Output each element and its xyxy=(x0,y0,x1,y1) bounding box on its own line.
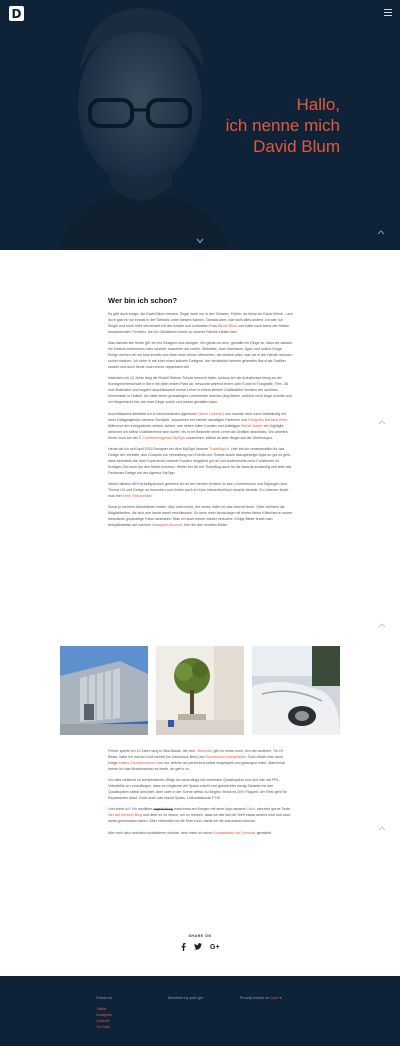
photo-tree-icon[interactable] xyxy=(156,646,244,735)
link-nicole-blum[interactable]: Nicole Blum xyxy=(217,324,238,328)
text: Früher spielte ich 10 Jahre lang in Ska-Bands, die eine, xyxy=(108,749,197,753)
hosted-label: Proudly hosted on xyxy=(240,996,269,1000)
chevron-up-icon[interactable] xyxy=(378,420,386,425)
menu-line xyxy=(384,15,392,16)
text: und liebe es zu reisen, um zu merken, dass wir alle auf der Welt etwas anders sind und doch weiss gemeinsam haben. Aber vermutlich ist die Erde rund, damit wir nie ankommen können. xyxy=(108,813,291,824)
text: Und sonst so? Ich meditiere xyxy=(108,807,153,812)
text: Sonst ju meinem Arbeitsleben bieten: Mini nicht bevor, der weiss, liebe ich das Internet liebe. Oder vielmehr die Möglichkeiten, die sich une heute damit erschliessen. So seim mein heutzutage mit einem kleine Käfechen in seiner historische grossartige Fotos schiessen. Was ich auch immer wieder versuche. Einige Bilder findet man beispielsweise auf meinem xyxy=(108,505,293,528)
link-mysign[interactable]: E-Commerceagentur MySign xyxy=(138,435,186,440)
link-contact-form[interactable]: Kontaktdaten mit Formular xyxy=(213,830,256,835)
text: , schreibe gerne Texte xyxy=(254,807,291,812)
link-michel-mader[interactable]: Michel Mader xyxy=(241,423,263,428)
text: zusammen; Michel ist aber längst auf der Überholspur. xyxy=(186,435,274,440)
site-footer xyxy=(0,976,400,1046)
hamburger-icon[interactable] xyxy=(384,9,392,16)
share-section xyxy=(0,934,400,951)
text: gebastelt. xyxy=(256,830,273,835)
about-paragraph-2: Was damals wie heute gilt: ich bin Designer und designe. Um genau zu sein, gestalte ich Dinge so, dass sie danach ein Gesicht bekommen oder schöner aussehen als vorher. Websites, User Interfaces, Apps und solche Dinge. Einige meinen ich sei total kreativ und eben einer dieser Menschen, die einfach alles, was sie in die Hände nehmen schön machen. Ich sehe in mir eher einen solchen Designer, der strukturiert seinem gelernten Beruf als Grafiker sauber und auch heute noch immer daydreamt will. xyxy=(108,341,293,370)
menu-line xyxy=(384,9,392,10)
about-paragraph-6 xyxy=(108,481,293,499)
about-paragraph-3: Nachdem ich 12 Jahre lang die Rudolf Steiner Schule besucht habe, schloss ich die Aufnahmeprüfung an der Kunstgewerbeschule in Bern mit (kein ersten Platz ab, besuchte wärend einem Jahr Kurse in Fotografie, Film, 3D und Illustration und begann anschliessend meine Lehre in einem kleinen Grafikatelier inmitten der schönen Emmentale in Huttwil. Ich hatte einen grossartigen Lehrmeister lesenen (ling lieben, welcher mich Auge schulte und mir beigebracht hat, wie man Dinge schön und lesbar gestalten kann. xyxy=(108,376,292,405)
text: . Doch findet man auch einige xyxy=(108,755,284,765)
footer-follow-heading: Follow me xyxy=(96,996,113,1000)
greeting-line-3: David Blum xyxy=(253,137,340,156)
link-maxmilla[interactable]: Maxmilla xyxy=(197,749,212,753)
link-instagram[interactable]: Instagram-Account xyxy=(151,523,183,528)
greeting-line-1: Hallo, xyxy=(296,95,340,114)
text: , hier die drei neusten Bilder: xyxy=(182,523,228,528)
footer-link-cyon[interactable]: Cyon xyxy=(269,996,279,1000)
link-ticketbuy[interactable]: TicketBuy.ch xyxy=(209,446,230,451)
about-paragraph-1 xyxy=(108,311,293,335)
footer-link-twitter[interactable]: Twitter xyxy=(96,1007,107,1011)
photo-building-icon[interactable] xyxy=(60,646,148,735)
d-logo-icon[interactable]: D xyxy=(9,6,24,21)
link-linkedin[interactable]: (siehe LinkedIn) xyxy=(198,411,224,416)
google-plus-icon[interactable] xyxy=(210,943,220,950)
footer-hosted-text xyxy=(240,995,282,1001)
facebook-icon[interactable] xyxy=(181,943,186,951)
footer-link-youtube[interactable]: YouTube xyxy=(96,1025,111,1029)
about-paragraph-11 xyxy=(108,830,293,836)
link-barbara-heep[interactable]: Fotografin Barbara Heep xyxy=(247,417,288,422)
footer-link-linkedin[interactable]: LinkedIn xyxy=(96,1019,110,1023)
text: . Während den erfolgreichen sieben Jahren, war neben tollen Kunden und Aufträgen xyxy=(108,417,289,428)
link-soundcloud[interactable]: Soundcloud hochgeladen xyxy=(205,755,247,759)
text: und hatte noch keine der beiden bezaubernden Töchtern, die ich Glücklicher heute zu unserer Familie zählen darf. xyxy=(108,324,290,334)
chevron-up-icon[interactable] xyxy=(377,230,385,235)
footer-powered-text: Betrieben by quiet get xyxy=(168,996,203,1000)
photo-car-icon[interactable] xyxy=(252,646,340,735)
chevron-up-icon[interactable] xyxy=(378,623,386,628)
portrait-image xyxy=(40,0,250,250)
link-blog[interactable]: hier auf meinem Blog xyxy=(108,813,142,818)
svg-text:G+: G+ xyxy=(209,944,220,950)
about-paragraph-9: Um dies vielleicht zu kompensieren, fliege ich neuerdings mit surrenden Quadkoptern rum und zite mit FPV-Videobrille so rumzufliegen, dass es möglichst viel Spass macht und geschickter wenig Schaden ist den Quadkoptern selbst anrichtet. Aber oder in der Szene weiss; zu Beginn: feindt es 30% Flugzeit, der Rest geht für Reparaturen drauf. Doch auch das macht Spass. Lötkunststunde FTW. xyxy=(108,778,287,801)
chevron-down-icon[interactable] xyxy=(196,238,204,244)
text: manchmal am Morgen mit einer App namens xyxy=(173,807,246,812)
instagram-gallery xyxy=(60,646,340,736)
link-mashs[interactable]: Mashs Soundversionen xyxy=(118,761,157,765)
twitter-icon[interactable] xyxy=(194,943,202,950)
menu-line xyxy=(384,12,392,13)
text: Es gibt doch einige, die David Blum heissen. Sogar auch nur in der Schweiz. Früher, da hiess ich David Wenk – und doch gab es nur einmal in der Schweiz unter diesem Namen. Damals aber, war nicht alles anders. Ich war nur Single und noch nicht verheiratet mit der besten und schönsten Frau xyxy=(108,312,293,328)
text: von mir, welche ich persönlich selbst eingespielt und gesungen habe. Manchmal nenne ich das Musikmachen es bisefr, ich geb's zu. xyxy=(108,761,285,771)
hero-section xyxy=(0,0,400,250)
about-title: Wer bin ich schon? xyxy=(108,296,178,305)
greeting-line-2: ich nenne mich xyxy=(225,116,340,135)
about-paragraph-7 xyxy=(108,504,293,528)
text: ein Highlight, welchem ich selbst Grafikbetriebe sein durfte, bis er im Bestreite seine Lehre als Grafiker abschloss. Wir arbeiten heute noch bei der xyxy=(108,423,288,440)
text: Heute bin ich seit April 2019 Designer bei dem MySign Venture xyxy=(108,446,209,451)
about-section-continued xyxy=(108,748,293,841)
about-paragraph-8 xyxy=(108,748,293,772)
heart-icon: ♥ xyxy=(279,996,282,1000)
about-section xyxy=(108,296,293,533)
footer-link-instagram[interactable]: Instagram xyxy=(96,1013,112,1017)
text: , gibt es heute noch, ihm der anderen, Tin Of Beats, habe ich mal ein Lied formell (im Dachstock Bern) auf xyxy=(108,749,283,759)
text: . xyxy=(151,493,153,498)
share-label: SHARE ON xyxy=(188,934,212,938)
about-paragraph-5 xyxy=(108,446,293,476)
share-icons xyxy=(0,943,400,951)
footer-powered-column xyxy=(168,995,203,1006)
text: Anschliessend arbeitete ich in verschiedenen Agenturen xyxy=(108,411,198,416)
text: und machte mich nach selbständig mit einer Designagentur namens Schöpfer, zusammen mit meiner damaligen Partnerin und xyxy=(108,411,287,422)
link-calm[interactable]: Calm xyxy=(246,807,255,812)
about-paragraph-4 xyxy=(108,411,293,441)
footer-follow-column xyxy=(96,995,112,1030)
about-paragraph-10 xyxy=(108,806,293,824)
text: Wer mich also trotzdem kontaktieren möchte, dem habe ich seine xyxy=(108,830,213,835)
chevron-up-icon[interactable] xyxy=(378,826,386,831)
struck-text: regelmässig xyxy=(153,807,173,812)
footer-hosted-column xyxy=(240,995,282,1006)
text: Neben diesem 80% Arbeitspensum genesse ich es bei meinen Kindern zu sein, Konferenzen und Tagungen zum Thema UX und Design zu besuchen und dorten auch im Kurs InteractiveDock visuelle Module. Zu Lebenen findet man hier xyxy=(108,481,289,498)
hero-greeting xyxy=(226,94,340,157)
link-videos[interactable]: mein Videokanäle xyxy=(122,493,152,498)
text: . Hier bin ich verantwortlich für das Design der Website, des Cockpits zur Verwaltung von Events und Tickets sowie dazugehörige Apps so gut es geht, dass einerseits die User Experience unserer Kunden möglichst gut ist und andererseits neue Funktionen zu richtigen Ziel auch bei den Markt kommen. Weiter bin ich bei TicketBug auch für die Awards zuständig und leite das Fachteam Design bei der Agentur MySign. xyxy=(108,446,292,475)
